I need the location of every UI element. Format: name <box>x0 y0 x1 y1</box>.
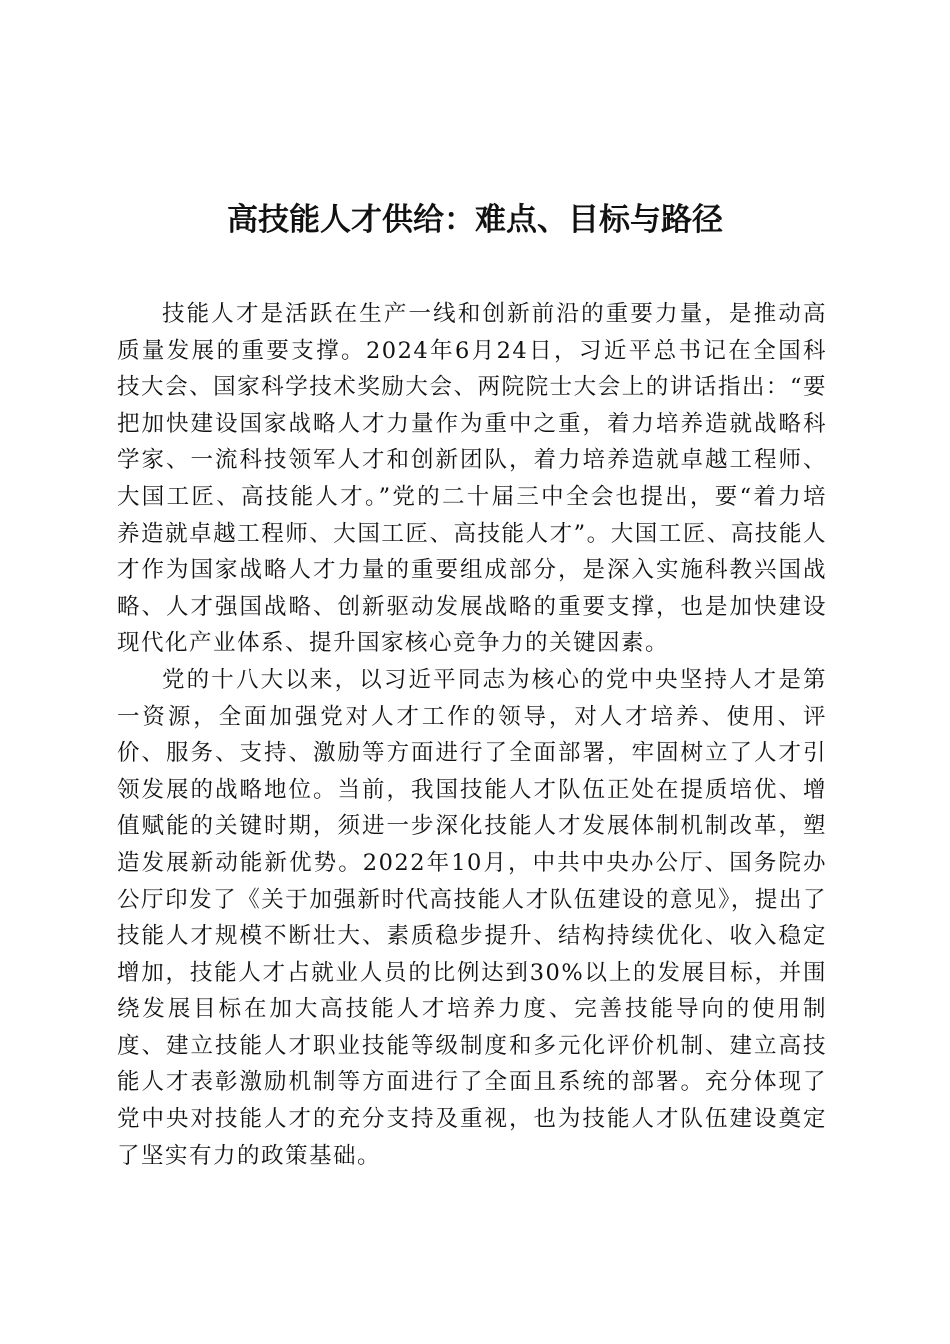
document-title: 高技能人才供给：难点、目标与路径 <box>227 202 723 238</box>
paragraph-2: 党的十八大以来，以习近平同志为核心的党中央坚持人才是第一资源，全面加强党对人才工作的领导，对人才培养、使用、评价、服务、支持、激励等方面进行了全面部署，牢固树立了人才引领发展的战略地位。当前，我国技能人才队伍正处在提质培优、增值赋能的关键时期，须进一步深化技能人才发展体制机制改革，塑造发展新动能新优势。2022年10月，中共中央办公厅、国务院办公厅印发了《关于加强新时代高技能人才队伍建设的意见》，提出了技能人才规模不断壮大、素质稳步提升、结构持续优化、收入稳定增加，技能人才占就业人员的比例达到30%以上的发展目标，并围绕发展目标在加大高技能人才培养力度、完善技能导向的使用制度、建立技能人才职业技能等级制度和多元化评价机制、建立高技能人才表彰激励机制等方面进行了全面且系统的部署。充分体现了党中央对技能人才的充分支持及重视，也为技能人才队伍建设奠定了坚实有力的政策基础。 <box>117 666 827 1169</box>
paragraph-1: 技能人才是活跃在生产一线和创新前沿的重要力量，是推动高质量发展的重要支撑。2024年6月24日，习近平总书记在全国科技大会、国家科学技术奖励大会、两院院士大会上的讲话指出：“要把加快建设国家战略人才力量作为重中之重，着力培养造就战略科学家、一流科技领军人才和创新团队，着力培养造就卓越工程师、大国工匠、高技能人才。”党的二十届三中全会也提出，要“着力培养造就卓越工程师、大国工匠、高技能人才”。大国工匠、高技能人才作为国家战略人才力量的重要组成部分，是深入实施科教兴国战略、人才强国战略、创新驱动发展战略的重要支撑，也是加快建设现代化产业体系、提升国家核心竞争力的关键因素。 <box>117 301 827 657</box>
document-body <box>117 296 827 1174</box>
